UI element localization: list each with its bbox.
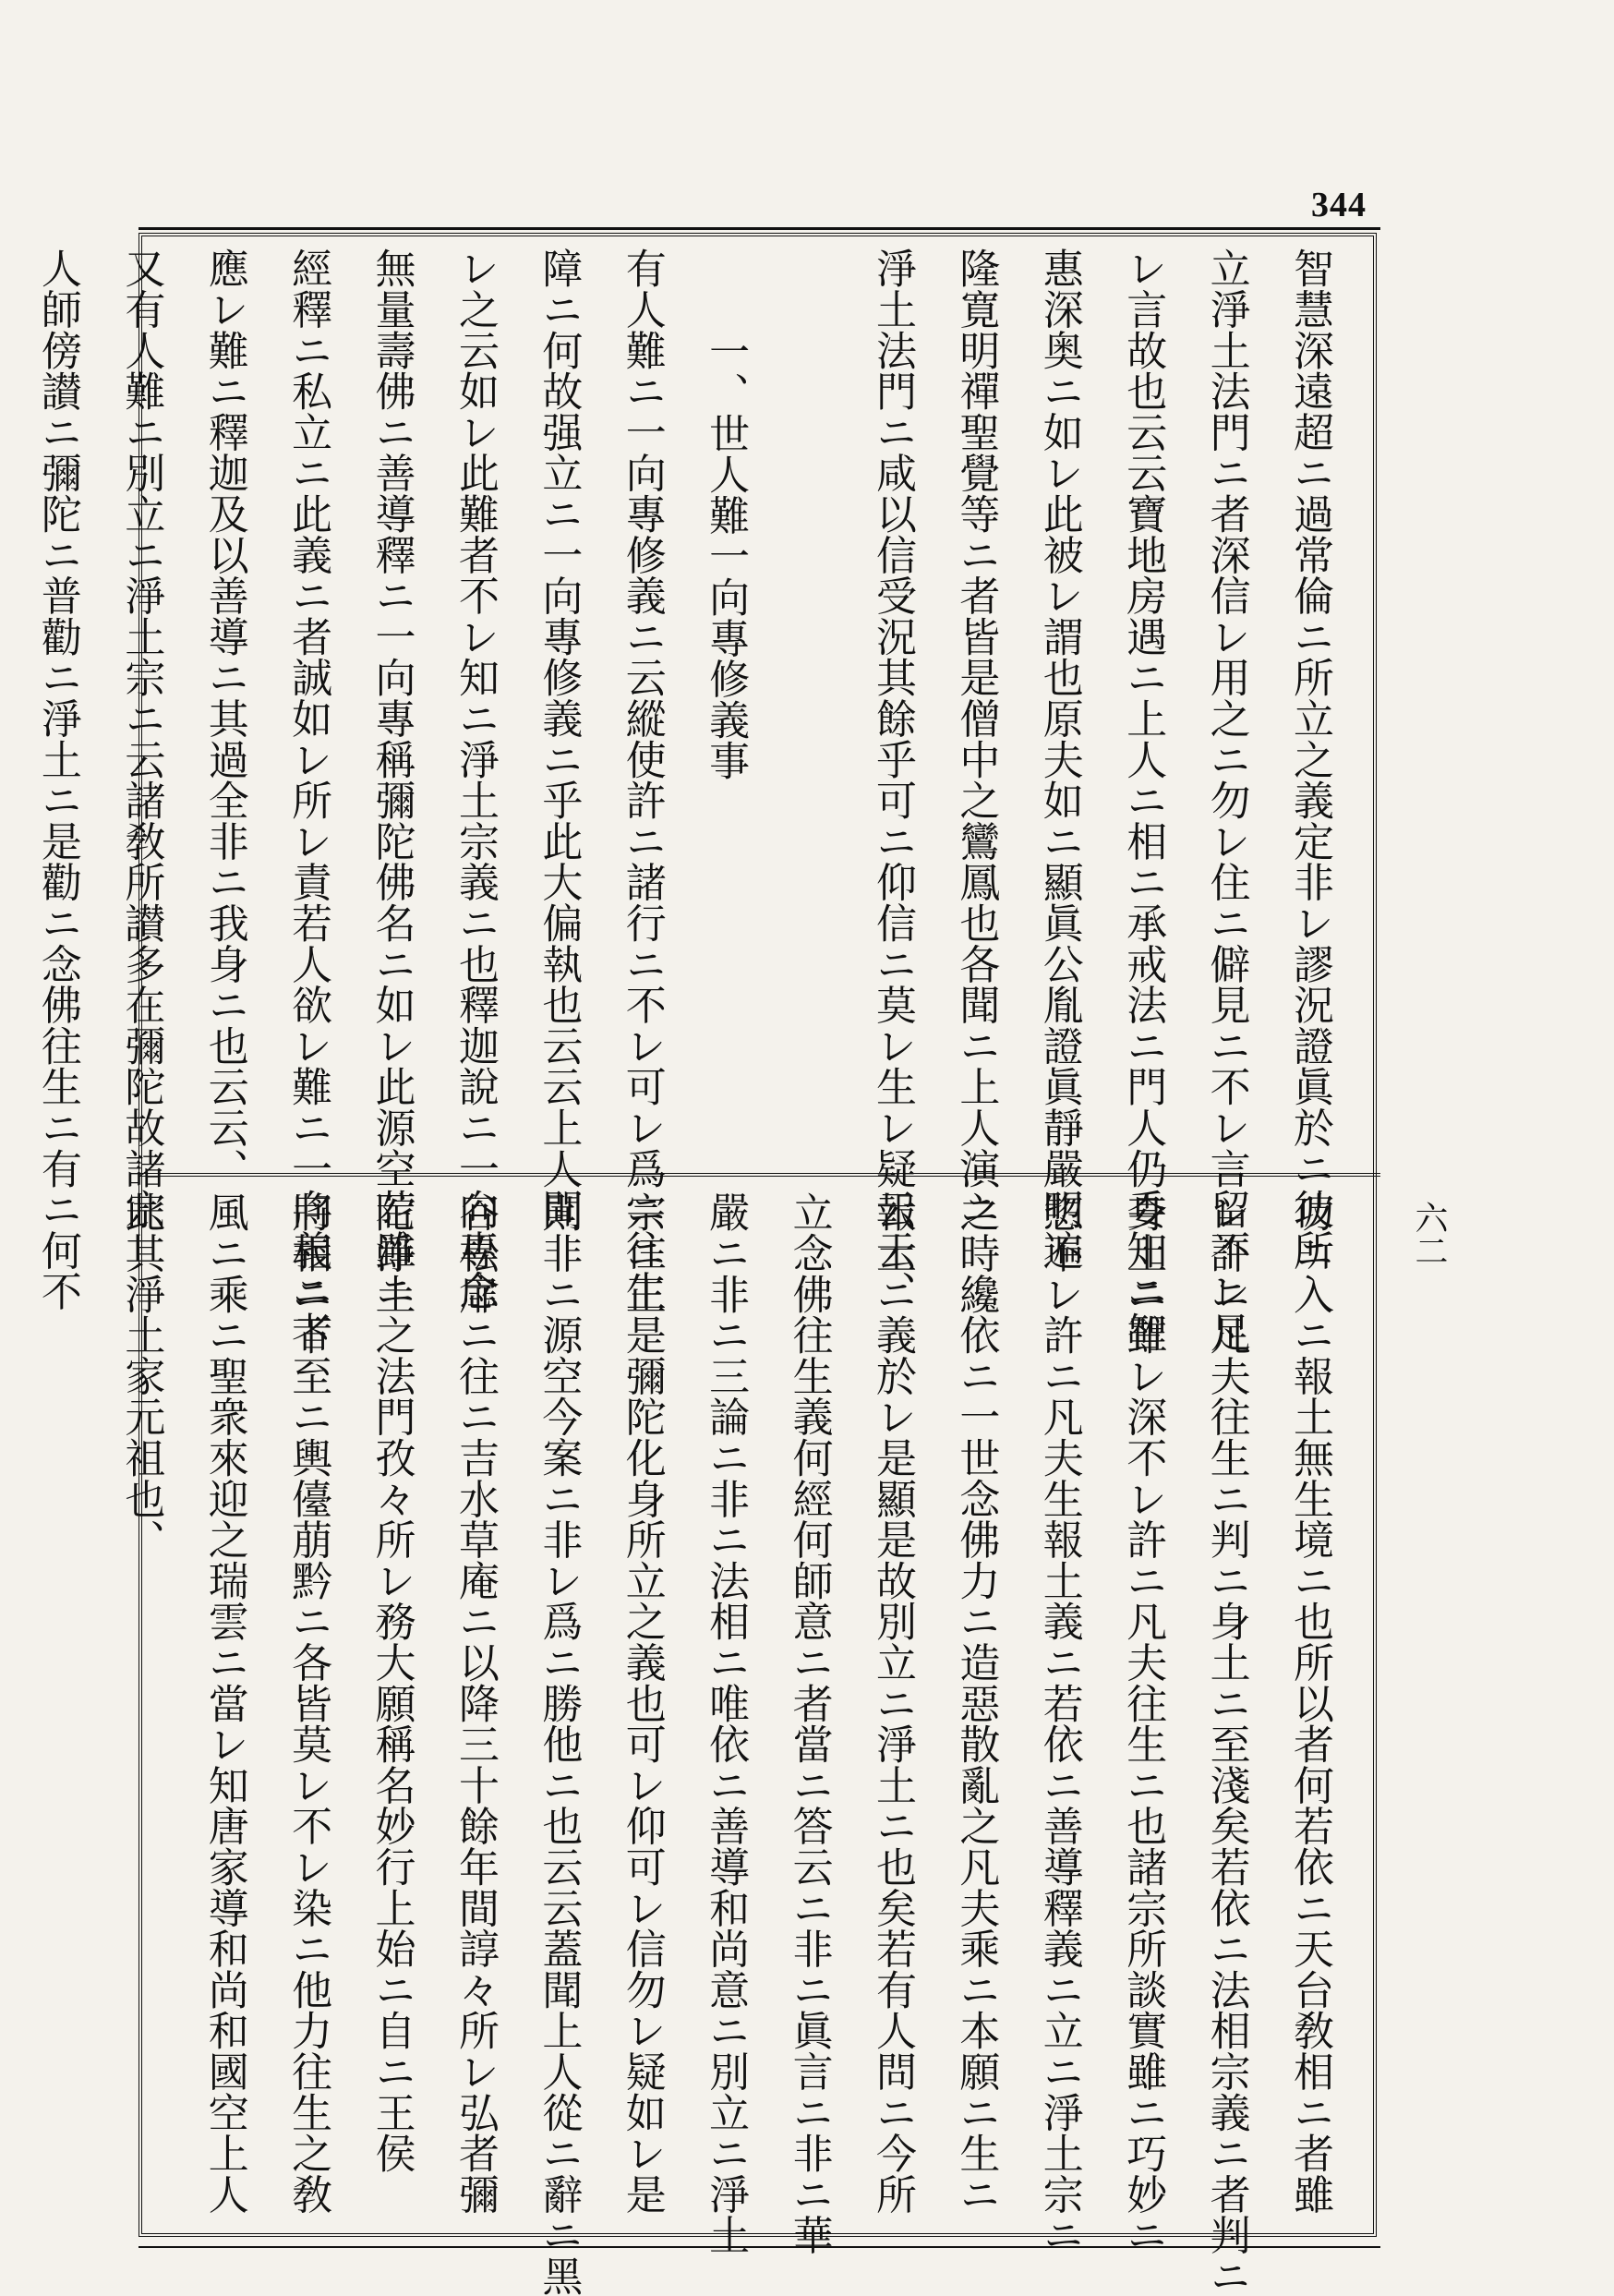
text-column <box>16 1191 99 2217</box>
header-rule <box>139 227 1380 230</box>
text-column: 身土ニ雖レ深不レ許ニ凡夫往生ニ也諸宗所談實雖ニ巧妙ニ <box>1119 1191 1167 2255</box>
section-heading: 一、世人難一向專修義事 <box>702 331 750 781</box>
upper-text-block <box>33 248 1351 1353</box>
text-column <box>0 248 16 1162</box>
text-column: 無量壽佛ニ善導釋ニ一向專稱彌陀佛名ニ如レ此源空若雖ニ <box>367 248 416 1311</box>
text-column: 谷松扉ニ往ニ吉水草庵ニ以降三十餘年間諄々所レ弘者彌 <box>451 1191 499 2215</box>
text-column: 宗ニ正是彌陀化身所立之義也可レ仰可レ信勿レ疑如レ是 <box>618 1191 666 2215</box>
text-column <box>766 248 849 1162</box>
text-column: 風ニ乘ニ聖衆來迎之瑞雲ニ當レ知唐家導和尚和國空上人 <box>200 1191 248 2215</box>
text-column: 有人難ニ一向專修義ニ云縱使許ニ諸行ニ不レ可レ爲ニ往生 <box>618 248 666 1311</box>
text-column: 將相ニ下至ニ輿儓萠黔ニ各皆莫レ不レ染ニ他力往生之敎 <box>284 1191 332 2215</box>
text-column: 又有人難ニ別立ニ淨土宗ニ云諸敎所讃多在彌陀故諸宗 <box>117 248 165 1230</box>
text-column: 淨土法門ニ咸以信受況其餘乎可ニ仰信ニ莫レ生レ疑云云、 <box>868 248 916 1311</box>
text-column: レ許ニ凡夫往生ニ判ニ身土ニ至淺矣若依ニ法相宗義ニ者判ニ <box>1202 1191 1250 2296</box>
text-column: 立念佛往生義何經何師意ニ者當ニ答云ニ非ニ眞言ニ非ニ華 <box>785 1191 833 2255</box>
section-heading <box>0 1191 16 2217</box>
text-column: 之時纔依ニ一世念佛力ニ造惡散亂之凡夫乘ニ本願ニ生ニ <box>952 1191 1000 2215</box>
side-folio: 六二 <box>1410 1201 1448 1267</box>
text-column: 應レ難ニ釋迦及以善導ニ其過全非ニ我身ニ也云云、 <box>200 248 248 1189</box>
text-column: 功ニ入ニ報土無生境ニ也所以者何若依ニ天台敎相ニ者雖 <box>1286 1191 1333 2215</box>
text-column: 陀淨土之法門孜々所レ務大願稱名妙行上始ニ自ニ王侯 <box>367 1191 416 2174</box>
page-number: 344 <box>1311 186 1367 224</box>
text-column: 人師傍讃ニ彌陀ニ普勸ニ淨土ニ是勸ニ念佛往生ニ有ニ何不 <box>33 248 81 1311</box>
text-column: 立淨土法門ニ者深信レ用之ニ勿レ住ニ僻見ニ不レ言留不レ足 <box>1202 248 1250 1353</box>
text-column: 經釋ニ私立ニ此義ニ者誠如レ所レ責若人欲レ難ニ一向義ニ者 <box>284 248 332 1353</box>
text-column: レ之云如レ此難者不レ知ニ淨土宗義ニ也釋迦說ニ一向專念 <box>451 248 499 1311</box>
text-column: 此其淨土家元祖也、 <box>117 1191 165 1560</box>
text-column: 惠深奥ニ如レ此被レ謂也原夫如ニ顯眞公胤證眞靜嚴明遍 <box>1035 248 1083 1271</box>
footer-rule <box>139 2246 1380 2248</box>
text-column: 則非ニ源空今案ニ非レ爲ニ勝他ニ也云云蓋聞上人從ニ辭ニ黑 <box>535 1191 583 2296</box>
text-column: 惣不レ許ニ凡夫生報土義ニ若依ニ善導釋義ニ立ニ淨土宗ニ <box>1035 1191 1083 2255</box>
text-column: 報土ニ義於レ是顯是故別立ニ淨土ニ也矣若有人問ニ今所 <box>868 1191 916 2215</box>
text-column: 隆寛明禪聖覺等ニ者皆是僧中之鸞鳳也各聞ニ上人演ニ <box>952 248 1000 1230</box>
lower-text-block <box>117 1191 1351 2296</box>
text-column: レ言故也云云寶地房遇ニ上人ニ相ニ承戒法ニ門人仍委知ニ智 <box>1119 248 1167 1353</box>
text-column: 智慧深遠超ニ過常倫ニ所立之義定非レ謬況證眞於ニ彼所 <box>1286 248 1333 1271</box>
text-column: 嚴ニ非ニ三論ニ非ニ法相ニ唯依ニ善導和尚意ニ別立ニ淨土 <box>702 1191 750 2255</box>
text-column: 障ニ何故强立ニ一向專修義ニ乎此大偏執也云云上人聞 <box>535 248 583 1230</box>
